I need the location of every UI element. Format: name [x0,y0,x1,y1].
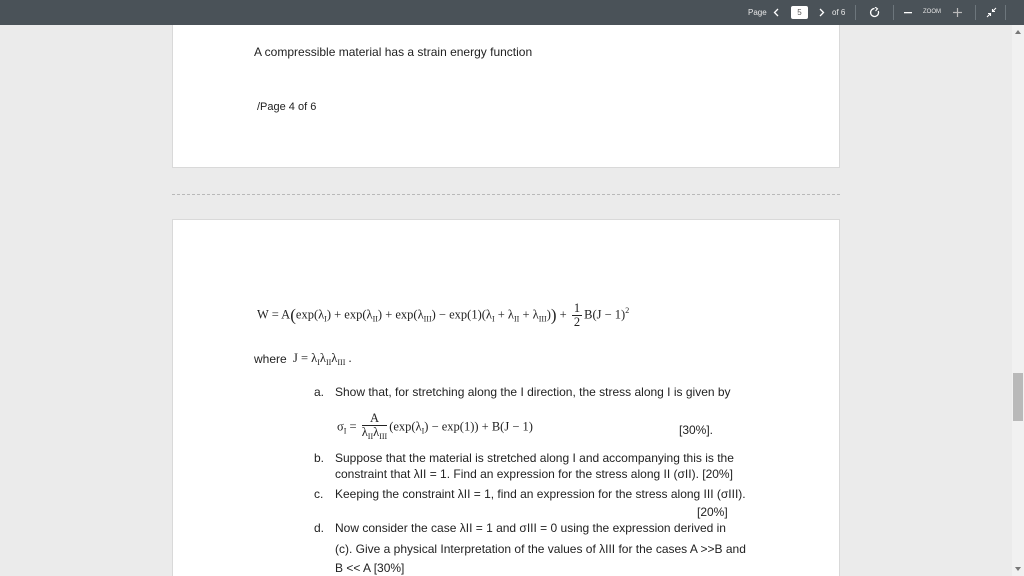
item-d-line1: Now consider the case λII = 1 and σIII = 0 using the expression derived in [335,521,726,535]
intro-text: A compressible material has a strain energy function [254,45,533,59]
where-J-formula: $J = \lambda_I\lambda_{II}\lambda_{III}$ . [293,351,352,367]
scroll-up-icon[interactable] [1015,30,1021,34]
item-d-line3: B << A [30%] [335,561,405,575]
page-5 [172,219,840,576]
scrollbar-thumb[interactable] [1013,373,1023,421]
vertical-scrollbar[interactable] [1012,25,1024,576]
page-separator [172,194,840,195]
page-marker: /Page 4 of 6 [257,101,317,113]
document-viewer[interactable] [0,25,1012,576]
stress-formula-a: $\sigma_I$ = $\frac{A}{\lambda_{II}\lambda_{III}}$ $(\exp(\lambda_I) - \exp(1)) + B(J - 1)$ [337,411,533,441]
item-a-text: Show that, for stretching along the I direction, the stress along I is given by [335,385,731,399]
page-number-input[interactable]: 5 [791,6,808,19]
item-d-line2: (c). Give a physical Interpretation of the values of λIII for the cases A >>B and [335,542,746,556]
page-label: Page [748,8,767,17]
toolbar-divider [855,5,856,20]
item-d-label: d. [314,521,325,535]
next-page-icon[interactable] [818,8,825,17]
item-a-marks: [30%]. [679,423,714,437]
scroll-down-icon[interactable] [1015,567,1021,571]
toolbar-divider [1005,5,1006,20]
item-b-line1: Suppose that the material is stretched along I and accompanying this is the [335,451,734,465]
rotate-icon[interactable] [869,7,880,18]
item-c-label: c. [314,487,324,501]
where-prefix: where [254,352,287,366]
page-4 [172,25,840,168]
toolbar-divider [893,5,894,20]
item-c-line1: Keeping the constraint λII = 1, find an expression for the stress along III (σIII). [335,487,746,501]
item-a-label: a. [314,385,325,399]
strain-energy-formula: $W = A(\exp(\lambda_I) + \exp(\lambda_{II}) + \exp(\lambda_{III}) - \exp(1)(\lambda_I + \lambda_{II} + \lambda_{III}))$ + $\frac{1}{2}$ $B(J - 1)^2$ [257,301,630,329]
zoom-label: ZOOM [923,9,941,15]
toolbar-divider [975,5,976,20]
item-b-line2: constraint that λII = 1. Find an expression for the stress along II (σII). [20%] [335,467,733,481]
item-b-label: b. [314,451,325,465]
previous-page-icon[interactable] [773,8,780,17]
item-c-marks: [20%] [697,505,728,519]
page-total: of 6 [832,8,846,17]
viewer-toolbar [0,0,1024,25]
exit-fullscreen-icon[interactable] [986,7,997,18]
zoom-in-icon[interactable] [953,8,962,17]
zoom-out-icon[interactable] [904,12,912,14]
